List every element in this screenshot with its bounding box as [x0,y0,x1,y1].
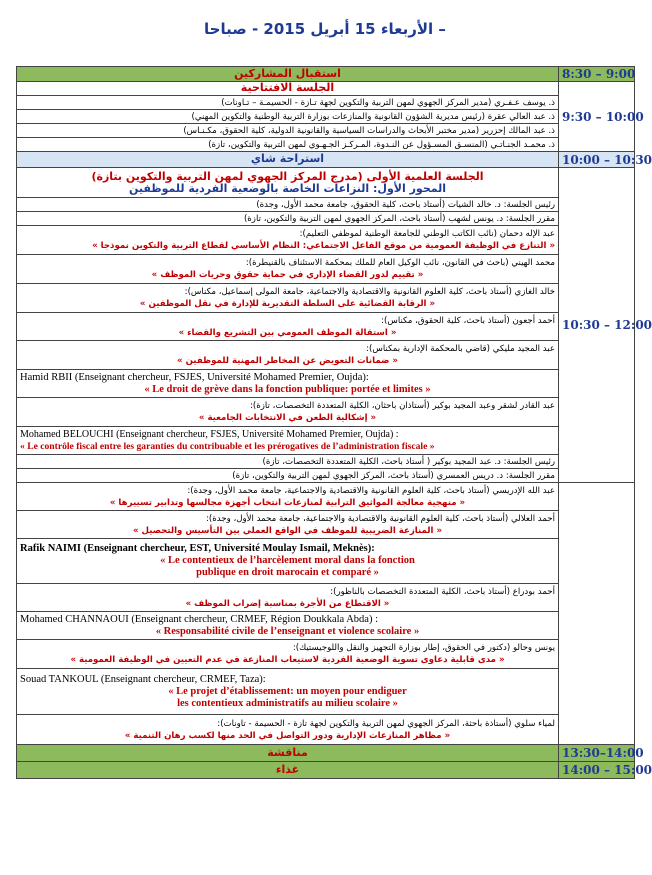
speaker: يونس وحالو (دكتور في الحقوق، إطار بوزارة التجهيز والنقل واللوجيستيك): [292,643,555,653]
topic: « إشكالية الطعن في الانتخابات الجامعية » [198,413,377,423]
speaker: Mohamed CHANNAOUI (Enseignant chercheur, CRMEF, Région Doukkala Abda) : [20,613,379,625]
speaker: لمياء سلوي (أستاذة باحثة، المركز الجهوي لمهن التربية والتكوين لجهة تازة - الحسيمة - تاونات): [217,718,555,729]
opening-header: الجلسة الافتتاحية [17,82,559,96]
row-session1-reporter [17,212,635,226]
topic: « منهجية معالجة المواثيق الترابية لمنازعات انتخاب أجهزة مجالسها وتدابير تسييرها » [109,497,466,508]
break-label: استراحة شاي [17,152,559,168]
row-session1-president [17,198,635,212]
topic: « استقالة الموظف العمومي بين التشريع والقضاء » [178,327,397,338]
row-talk-s1-2 [17,255,635,284]
speaker: أحمد أجعون (أستاذ باحث، كلية الحقوق، مكناس): [381,315,555,326]
talk-s2-4 [17,584,559,612]
talk-s1-3 [17,284,559,313]
speaker: عبد الله الإدريسي (أستاذ باحث، كلية العلوم القانونية والاقتصادية والاجتماعية، جامعة محمد الأول، وجدة): [187,485,555,496]
session1-header [17,168,559,198]
speaker: أحمد بودراع (أستاذ باحث، الكلية المتعددة التخصصات بالناظور): [330,586,555,597]
row-talk-s1-1 [17,226,635,255]
row-talk-s1-6 [17,370,635,398]
opening-line-4: ذ. محمـد الجنـاتـي (المنسـق المسـؤول عن النـدوة، المـركـز الجـهـوي لمهن التربية والتكوين، تازة) [17,138,559,152]
talk-s1-4 [17,313,559,341]
talk-s2-3 [17,539,559,584]
row-session2-president [17,455,635,469]
row-opening-1 [17,96,635,110]
opening-line-3: ذ. عبد المالك إحزرير (مدير مختبر الأبحاث والدراسات السياسية والقانونية الدولية، كلية الحقوق، مكـنـاس) [17,124,559,138]
time-reception: 8:30 – 9:00 [559,67,635,82]
talk-s1-8 [17,427,559,455]
topic: « Le contentieux de l’harcèlement moral dans la fonction publique en droit marocain et comparé » [160,555,415,578]
speaker: أحمد العلالي (أستاذ باحث، كلية العلوم القانونية والاقتصادية والاجتماعية، جامعة محمد الأول، وجدة): [206,513,555,524]
topic: « التنازع في الوظيفة العمومية من موقع الفاعل الاجتماعي: النظام الأساسي لقطاع التربية والتكوين نموذجا » [92,241,555,251]
topic: « المنازعة الضريبية للموظف في الواقع العملي بين التأسيس والتحصيل » [132,525,443,536]
lunch-label: غذاء [17,762,559,779]
speaker: عبد المجيد مليكي (قاضي بالمحكمة الإدارية بمكناس): [366,344,555,354]
talk-s2-8 [17,715,559,745]
row-session2-reporter [17,469,635,483]
speaker: محمد الهيني (باحث في القانون، نائب الوكيل العام للملك بمحكمة الاستئناف بالقنيطرة): [245,258,555,268]
topic: « Le droit de grève dans la fonction publique: portée et limites » [144,383,431,395]
session2-reporter: مقرر الجلسة: د. دريس العمسري (أستاذ باحث، المركز الجهوي لمهن التربية والتكوين، تازة) [17,469,559,483]
speaker: عبد القادر لشقر وعبد المجيد بوكير (أستاذان باحثان، الكلية المتعددة التخصصات، تازة): [250,401,555,411]
time-break: 10:00 – 10:30 [559,152,635,168]
time-session1: 10:30 – 12:00 [559,168,635,483]
row-talk-s1-3 [17,284,635,313]
time-discussion: 13:30–14:00 [559,745,635,762]
row-talk-s2-3 [17,539,635,584]
talk-s1-7 [17,398,559,427]
topic: « الاقتطاع من الأجرة بمناسبة إضراب الموظف » [185,598,390,609]
talk-s2-5 [17,612,559,640]
talk-s2-6 [17,640,559,669]
topic: « الرقابة القضائية على السلطة التقديرية للإدارة في نقل الموظفين » [139,299,436,309]
row-talk-s2-7 [17,669,635,715]
row-talk-s2-8 [17,715,635,745]
speaker: Mohamed BELOUCHI (Enseignant chercheur, FSJES, Université Mohamed Premier, Oujda) : [20,428,399,440]
opening-line-1: ذ. يوسف عـفـري (مدير المركز الجهوي لمهن التربية والتكوين لجهة تـازة - الحسيمـة – تـاونات) [17,96,559,110]
row-discussion [17,745,635,762]
row-talk-s2-4 [17,584,635,612]
time-lunch: 14:00 – 15:00 [559,762,635,779]
speaker: Hamid RBII (Enseignant chercheur, FSJES, Université Mohamed Premier, Oujda): [20,371,369,383]
row-talk-s1-8 [17,427,635,455]
talk-s1-2 [17,255,559,284]
time-opening: 9:30 – 10:00 [559,82,635,152]
talk-s2-2 [17,511,559,539]
row-opening-3 [17,124,635,138]
talk-s1-5 [17,341,559,370]
speaker: Souad TANKOUL (Enseignant chercheur, CRMEF, Taza): [20,673,266,685]
topic: « تقييم لدور القضاء الإداري في حماية حقوق وحريات الموظف » [151,270,424,280]
row-talk-s2-1 [17,483,635,511]
talk-s1-6 [17,370,559,398]
talk-s2-1 [17,483,559,511]
session2-president: رئيس الجلسة: د. عبد المجيد بوكير ( أستاذ باحث، الكلية المتعددة التخصصات، تازة) [17,455,559,469]
row-opening-4 [17,138,635,152]
speaker: خالد الغازي (أستاذ باحث، كلية العلوم القانونية والاقتصادية والاجتماعية، جامعة المولى إسماعيل، مكناس): [184,287,555,297]
row-talk-s1-5 [17,341,635,370]
topic: « ضمانات التعويض عن المخاطر المهنية للموظفين » [177,356,398,366]
program-table [16,66,652,779]
speaker: Rafik NAIMI (Enseignant chercheur, EST, Université Moulay Ismail, Meknès): [20,543,375,554]
talk-s2-7 [17,669,559,715]
session1-president: رئيس الجلسة: د. خالد الشيات (أستاذ باحث، كلية الحقوق، جامعة محمد الأول، وجدة) [17,198,559,212]
topic: « Le projet d’établissement: un moyen pour endiguer les contentieux administratifs au milieu scolaire » [168,685,407,709]
row-break [17,152,635,168]
row-talk-s2-6 [17,640,635,669]
row-opening-2 [17,110,635,124]
topic: « Responsabilité civile de l’enseignant et violence scolaire » [155,625,420,637]
row-talk-s1-7 [17,398,635,427]
row-talk-s2-2 [17,511,635,539]
row-opening-header [17,82,635,96]
session1-axis: المحور الأول: النزاعات الخاصة بالوضعية الفردية للموظفين [128,181,447,195]
topic: « مدى قابلية دعاوى تسوية الوضعية الفردية لاستيعاب المنازعة في عدم التعيين في الوظيفة العمومية » [70,655,505,665]
row-session1-header [17,168,635,198]
speaker: عبد الإله دحمان (نائب الكاتب الوطني للجامعة الوطنية لموظفي التعليم): [299,229,555,239]
session1-title: الجلسة العلمية الأولى (مدرج المركز الجهوي لمهن التربية والتكوين بتازة) [91,169,484,183]
discussion-label: مناقشة [17,745,559,762]
talk-s1-1 [17,226,559,255]
row-talk-s1-4 [17,313,635,341]
topic: « مظاهر المنازعات الإدارية ودور التواصل في الحد منها لكسب رهان التنمية » [124,730,451,741]
reception-label: استقبال المشاركين [17,67,559,82]
topic: « Le contrôle fiscal entre les garanties du contribuable et les prérogatives de l’administration fiscale » [20,440,435,452]
row-reception [17,67,635,82]
row-talk-s2-5 [17,612,635,640]
page-title: الأربعاء 15 أبريل 2015 - صباحا – [204,20,446,38]
session1-reporter: مقرر الجلسة: د. يونس لشهب (أستاذ باحث، المركز الجهوي لمهن التربية والتكوين، تازة) [17,212,559,226]
row-lunch [17,762,635,779]
opening-line-2: ذ. عبد العالي عقرة (رئيس مديرية الشؤون القانونية والمنازعات بوزارة التربية الوطنية والتكوين المهني) [17,110,559,124]
